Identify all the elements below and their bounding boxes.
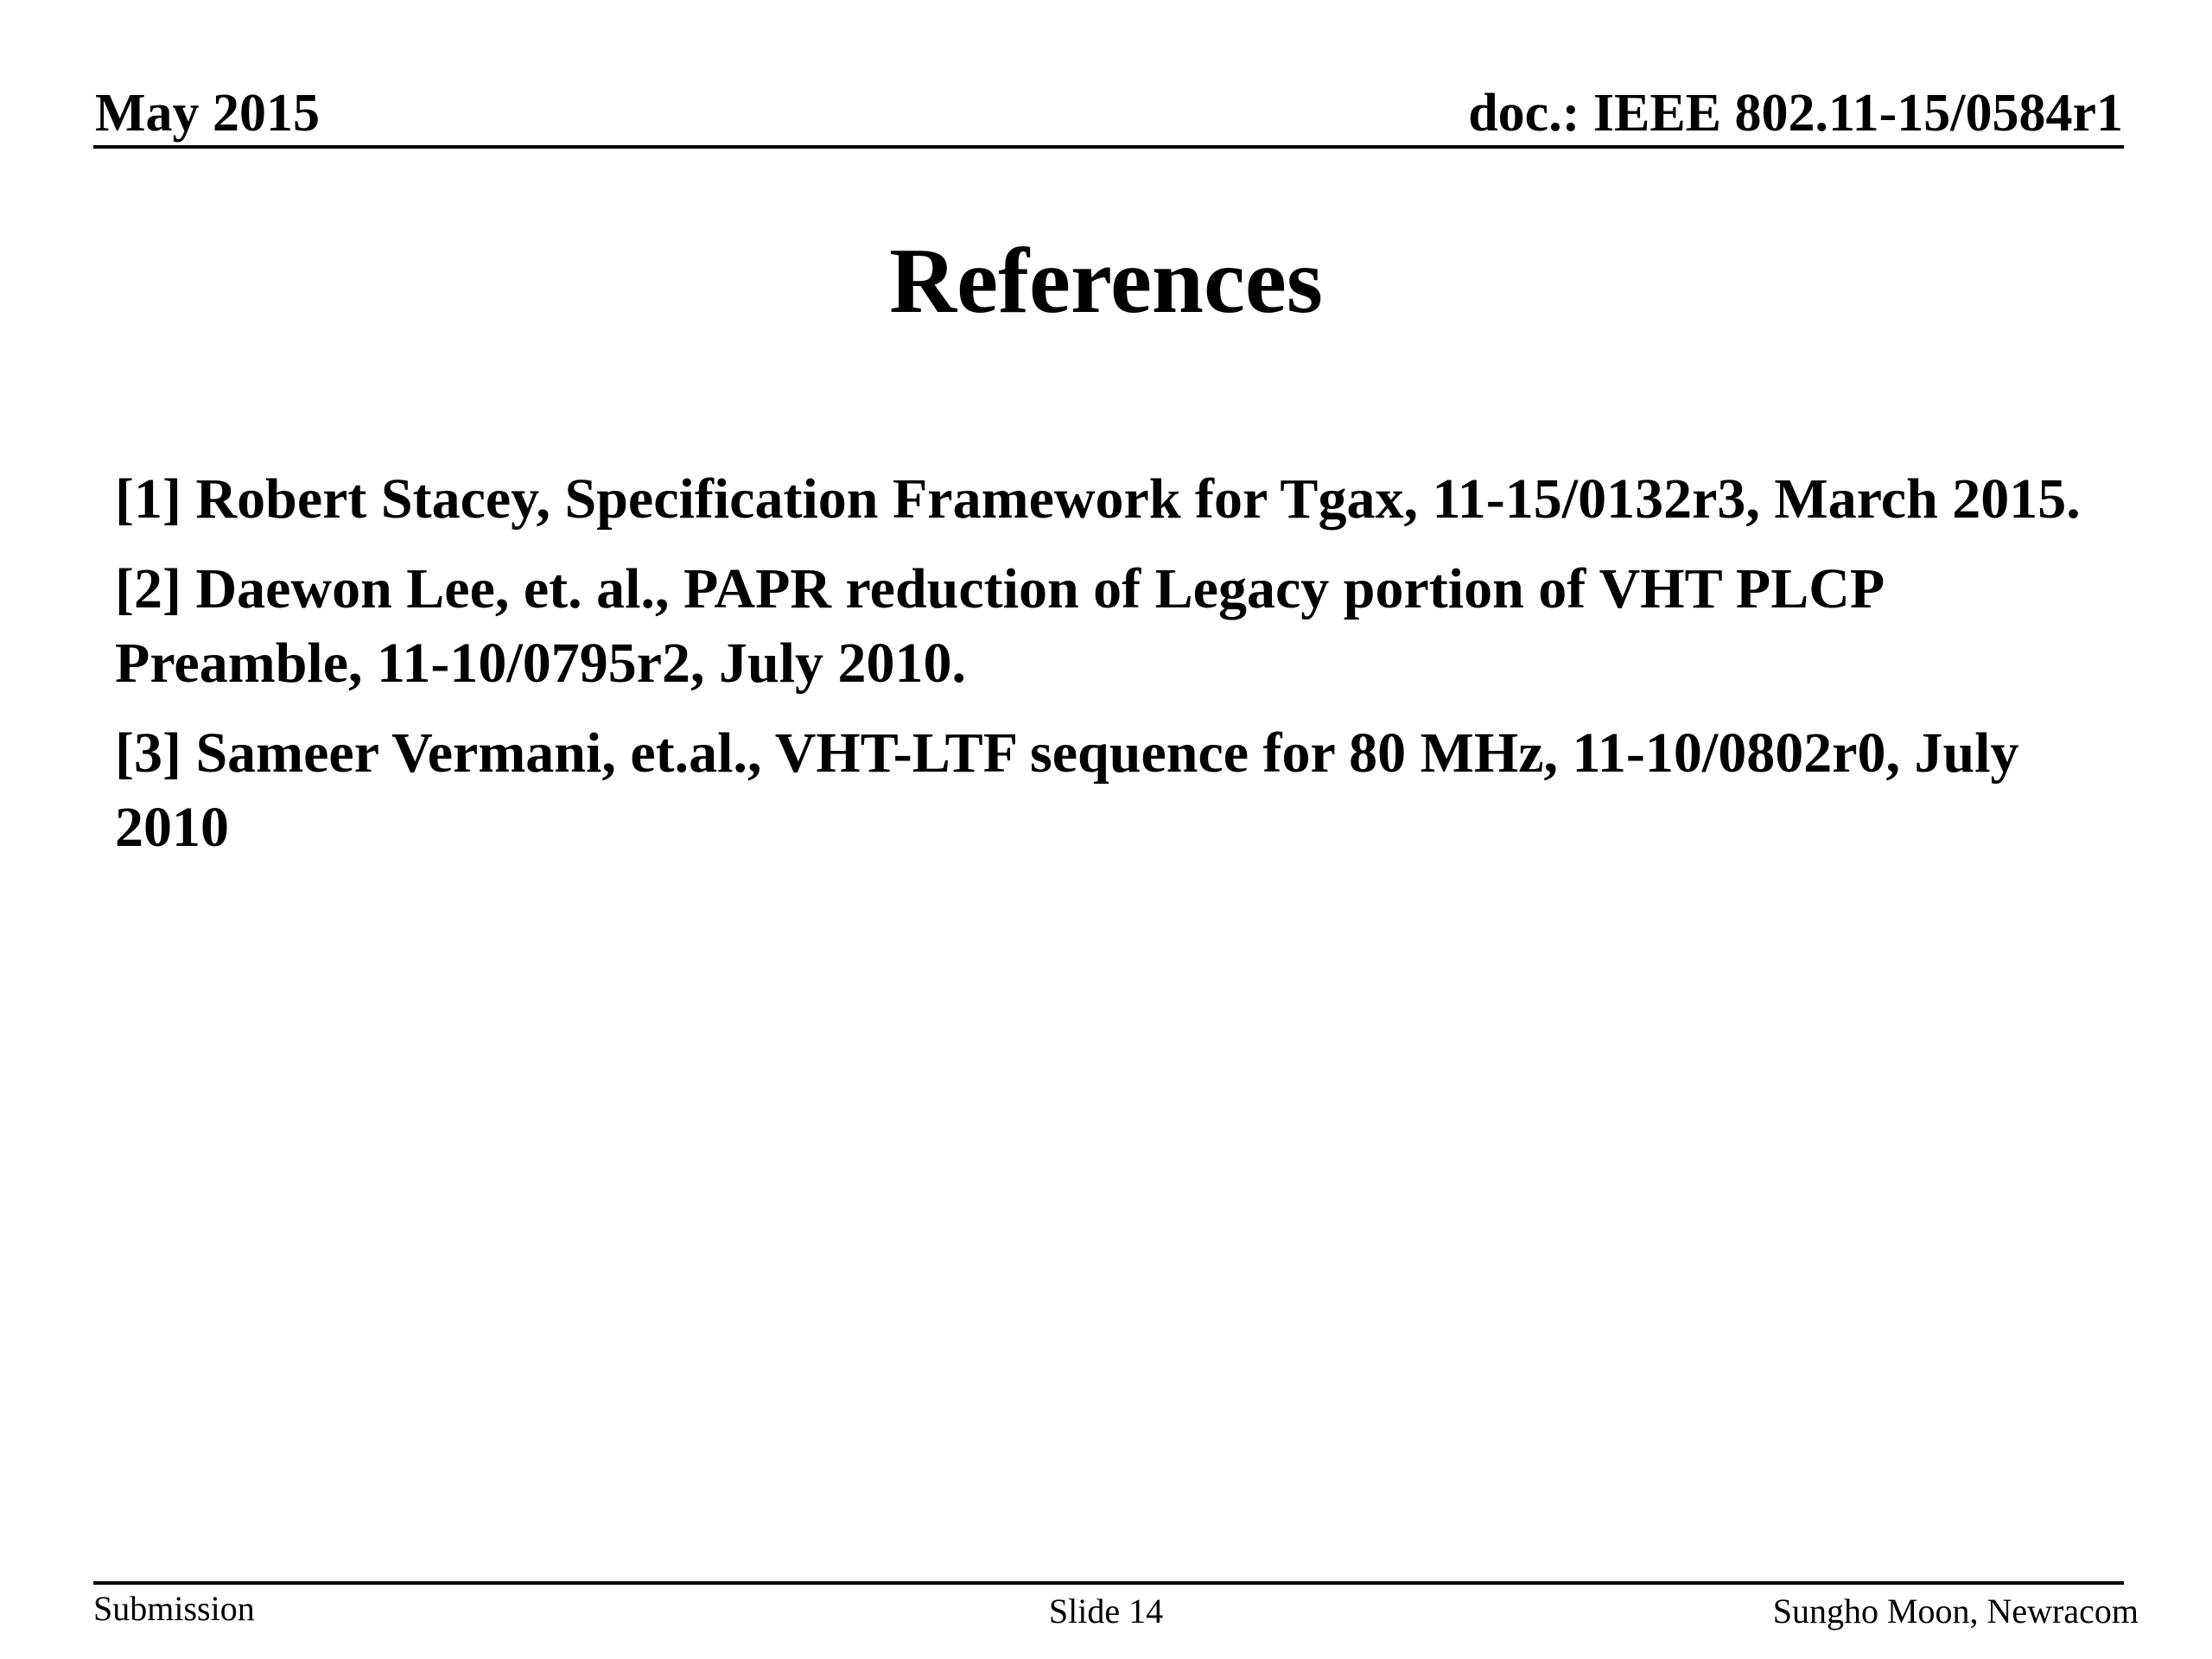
reference-item-3: [3] Sameer Vermani, et.al., VHT-LTF sequence for 80 MHz, 11-10/0802r0, July 2010	[115, 721, 2019, 859]
header-divider	[93, 145, 2124, 149]
footer-author: Sungho Moon, Newracom	[1772, 1592, 2139, 1630]
footer-submission: Submission	[93, 1589, 255, 1628]
reference-list	[115, 462, 2137, 880]
footer-slide-number: Slide 14	[1048, 1592, 1164, 1630]
reference-item-2: [2] Daewon Lee, et. al., PAPR reduction of Legacy portion of VHT PLCP Preamble, 11-10/0795r2, July 2010.	[115, 557, 1882, 695]
header-date: May 2015	[95, 84, 321, 143]
reference-item-1: [1] Robert Stacey, Specification Framework for Tgax, 11-15/0132r3, March 2015.	[115, 467, 2081, 531]
footer-divider	[93, 1581, 2124, 1585]
header-doc-id: doc.: IEEE 802.11-15/0584r1	[1468, 84, 2123, 143]
slide-title: References	[889, 230, 1323, 333]
